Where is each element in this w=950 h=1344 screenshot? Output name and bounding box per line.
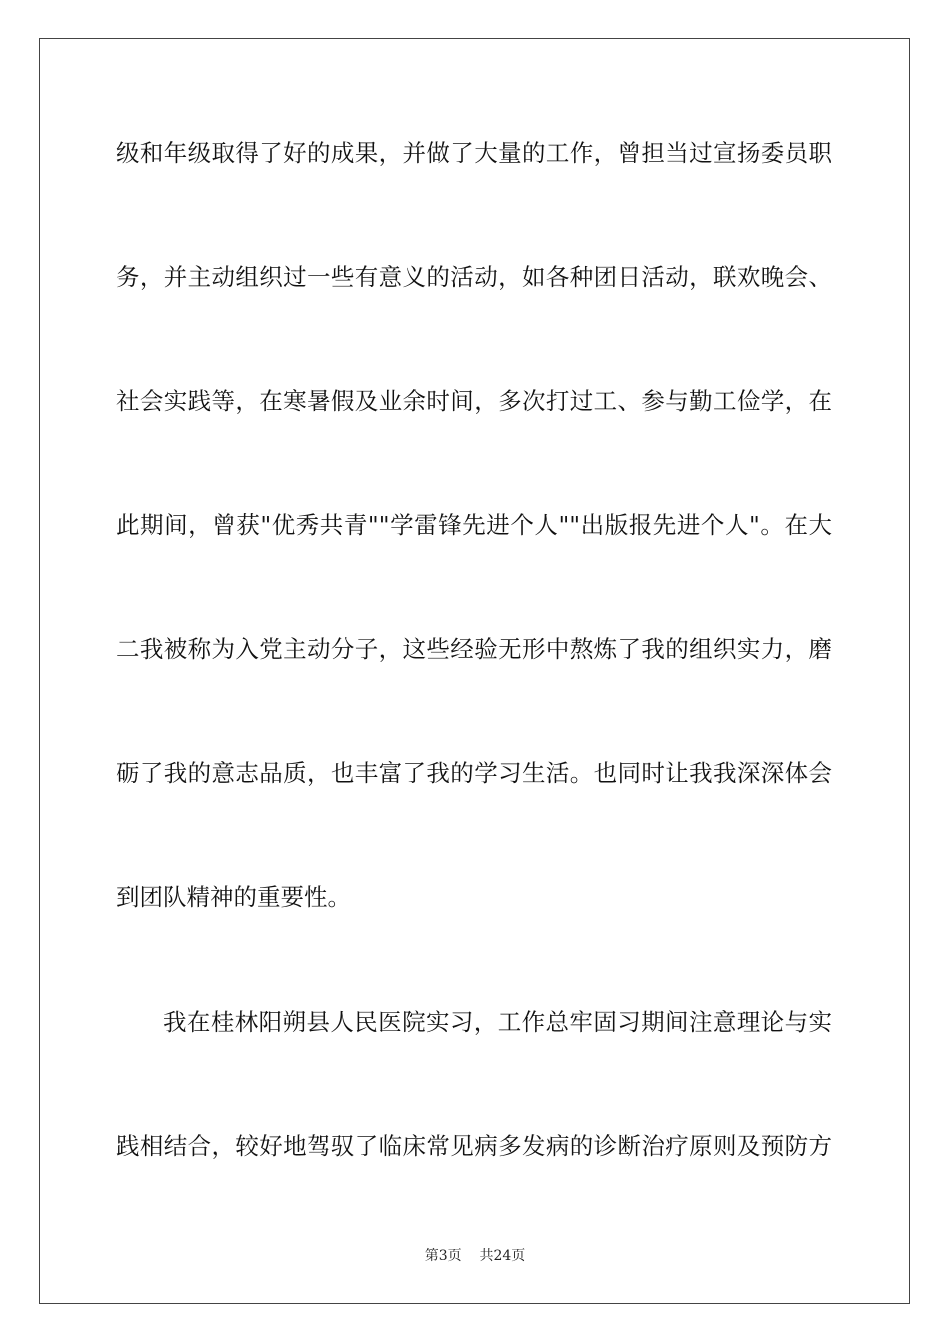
text-line-7: 到团队精神的重要性。	[116, 883, 351, 911]
text-line-4: 此期间，曾获"优秀共青""学雷锋先进个人""出版报先进个人"。在大	[116, 511, 832, 539]
page-footer	[0, 1247, 950, 1265]
page-border	[39, 38, 910, 1304]
text-line-2: 务，并主动组织过一些有意义的活动，如各种团日活动，联欢晚会、	[116, 263, 832, 291]
text-line-3: 社会实践等，在寒暑假及业余时间，多次打过工、参与勤工俭学，在	[116, 387, 832, 415]
text-line-5: 二我被称为入党主动分子，这些经验无形中熬炼了我的组织实力，磨	[116, 635, 832, 663]
text-line-6: 砺了我的意志品质，也丰富了我的学习生活。也同时让我我深深体会	[116, 759, 832, 787]
page-total: 共24页	[479, 1248, 526, 1264]
text-line-9: 践相结合，较好地驾驭了临床常见病多发病的诊断治疗原则及预防方	[116, 1132, 832, 1160]
text-line-1: 级和年级取得了好的成果，并做了大量的工作，曾担当过宣扬委员职	[116, 139, 832, 167]
page-number: 第3页	[424, 1248, 462, 1264]
text-line-8: 我在桂林阳朔县人民医院实习，工作总牢固习期间注意理论与实	[163, 1008, 832, 1036]
